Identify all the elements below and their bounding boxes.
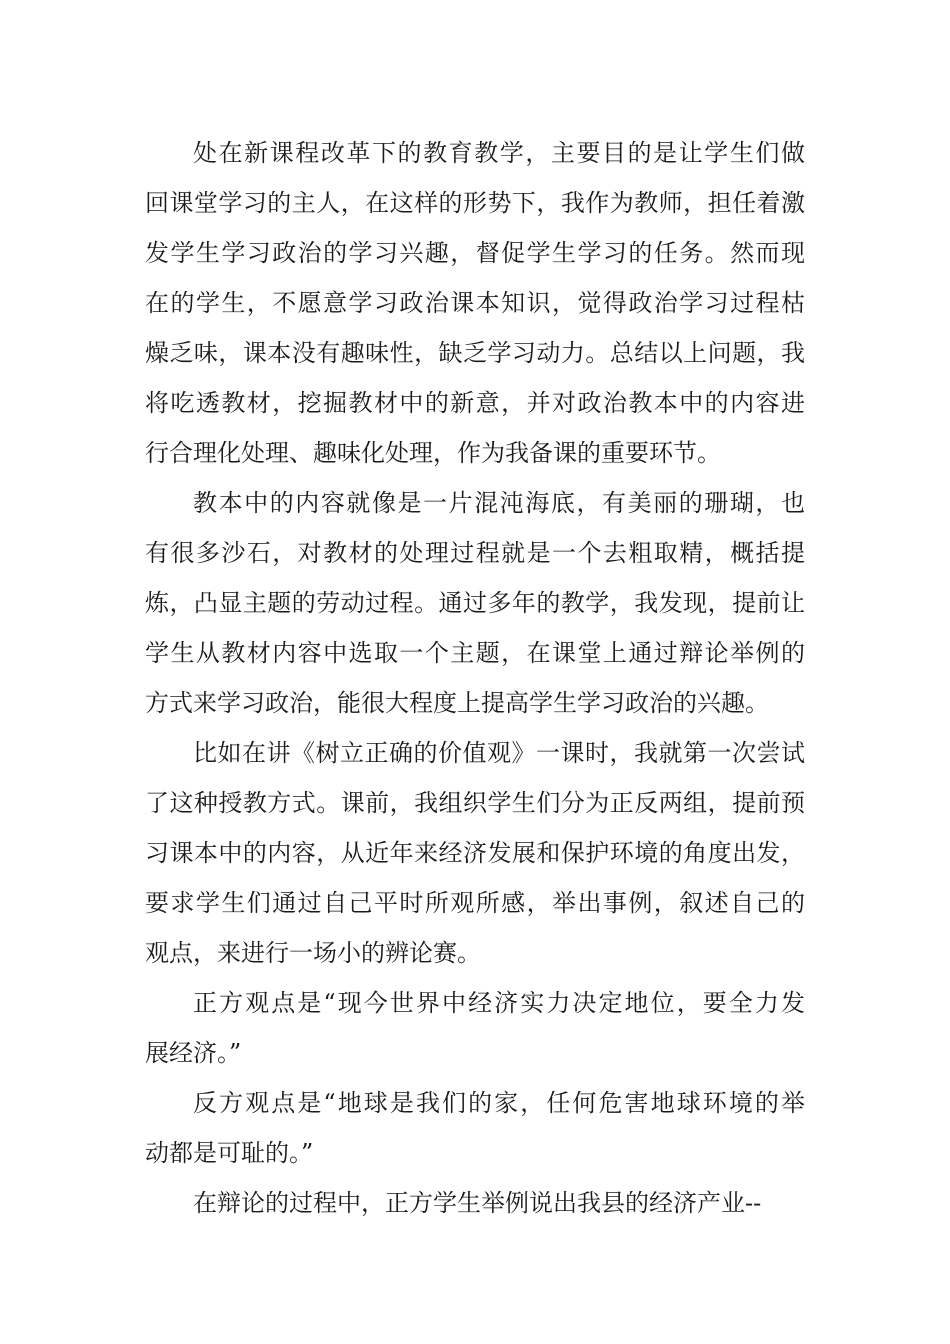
paragraph-5: [145, 1078, 805, 1178]
text-line: 展经济。”: [145, 1039, 242, 1067]
text-line: 燥乏味，课本没有趣味性，缺乏学习动力。总结以上问题，我: [145, 339, 805, 367]
text-line: 学生从教材内容中选取一个主题，在课堂上通过辩论举例的: [145, 639, 805, 667]
text-line: 习课本中的内容，从近年来经济发展和保护环境的角度出发，: [145, 839, 805, 867]
text-line: 反方观点是“地球是我们的家，任何危害地球环境的举: [193, 1089, 805, 1117]
text-line: 发学生学习政治的学习兴趣，督促学生学习的任务。然而现: [145, 239, 805, 267]
paragraph-3: [145, 728, 805, 978]
text-line: 比如在讲《树立正确的价值观》一课时，我就第一次尝试: [193, 739, 805, 767]
text-line: 在辩论的过程中，正方学生举例说出我县的经济产业--: [193, 1189, 762, 1217]
text-line: 炼，凸显主题的劳动过程。通过多年的教学，我发现，提前让: [145, 589, 805, 617]
body-text: [145, 128, 805, 1228]
text-line: 观点，来进行一场小的辨论赛。: [145, 939, 481, 967]
text-line: 正方观点是“现今世界中经济实力决定地位，要全力发: [193, 989, 805, 1017]
text-line: 行合理化处理、趣味化处理，作为我备课的重要环节。: [145, 439, 721, 467]
text-line: 动都是可耻的。”: [145, 1139, 314, 1167]
paragraph-2: [145, 478, 805, 728]
paragraph-1: [145, 128, 805, 478]
text-line: 回课堂学习的主人，在这样的形势下，我作为教师，担任着激: [145, 189, 805, 217]
paragraph-6: [145, 1178, 805, 1228]
paragraph-4: [145, 978, 805, 1078]
text-line: 方式来学习政治，能很大程度上提高学生学习政治的兴趣。: [145, 689, 769, 717]
text-line: 将吃透教材，挖掘教材中的新意，并对政治教本中的内容进: [145, 389, 805, 417]
text-line: 处在新课程改革下的教育教学，主要目的是让学生们做: [193, 139, 805, 167]
text-line: 要求学生们通过自己平时所观所感，举出事例，叙述自己的: [145, 889, 805, 917]
text-line: 在的学生，不愿意学习政治课本知识，觉得政治学习过程枯: [145, 289, 805, 317]
text-line: 有很多沙石，对教材的处理过程就是一个去粗取精，概括提: [145, 539, 805, 567]
text-line: 教本中的内容就像是一片混沌海底，有美丽的珊瑚，也: [193, 489, 805, 517]
text-line: 了这种授教方式。课前，我组织学生们分为正反两组，提前预: [145, 789, 805, 817]
